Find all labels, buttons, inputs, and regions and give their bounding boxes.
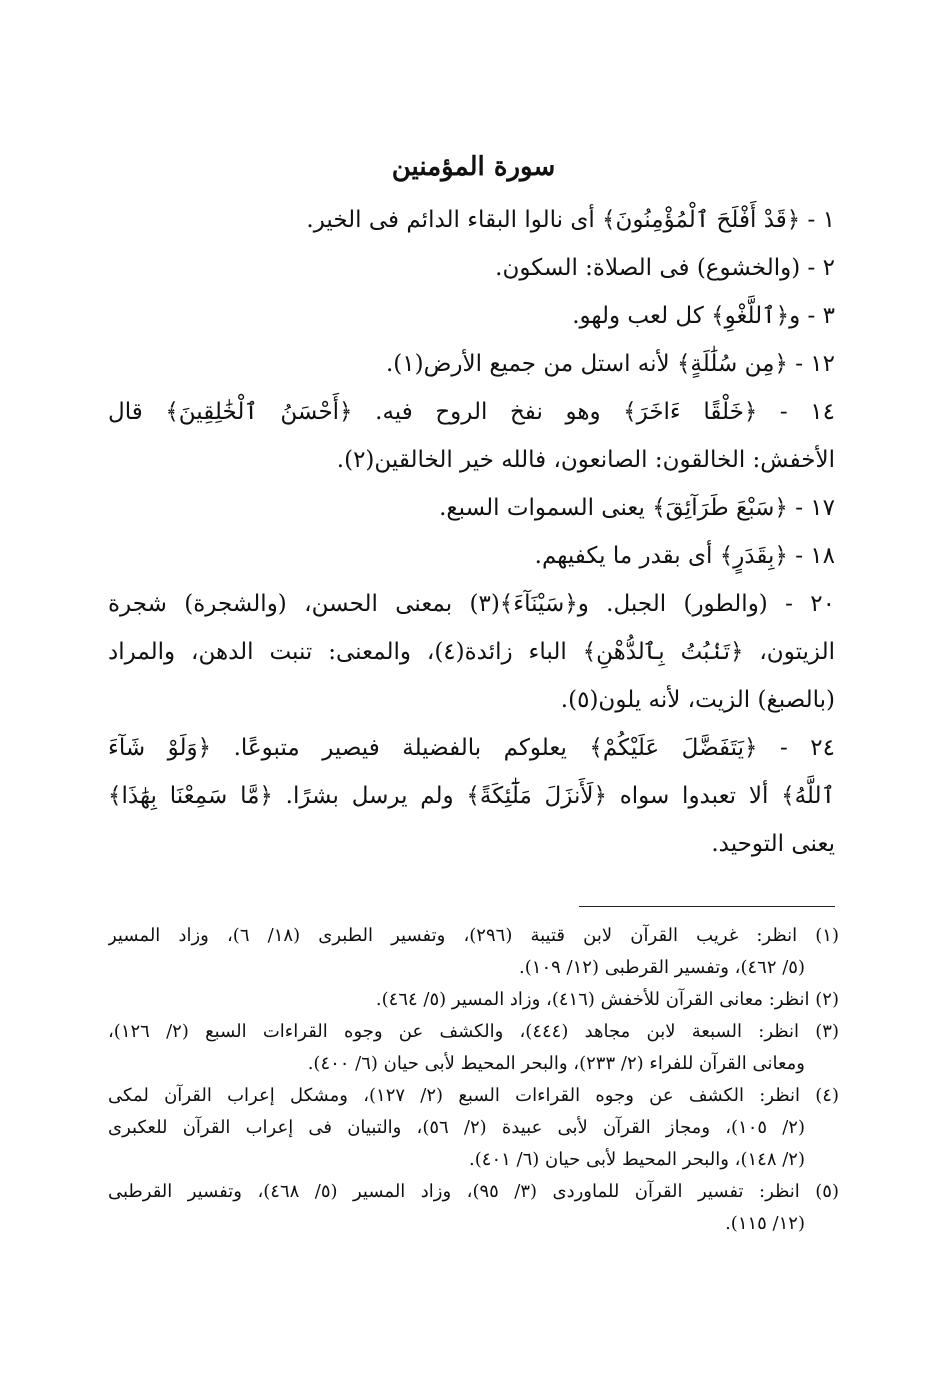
footnote-divider [579, 906, 835, 907]
commentary-body [108, 196, 835, 868]
footnote-line: ومعانى القرآن للفراء (٢/ ٢٣٣)، والبحر المحيط لأبى حيان (٦/ ٤٠٠). [307, 1053, 805, 1074]
verse-line: ١٨ - ﴿بِقَدَرٍ﴾ أى بقدر ما يكفيهم. [534, 543, 835, 569]
verse-line: ٱللَّهُ﴾ ألا تعبدوا سواه ﴿لَأَنزَلَ مَلَٰٓئِكَةً﴾ ولم يرسل بشرًا. ﴿مَّا سَمِعْنَا بِهَٰذَا﴾ [108, 783, 835, 809]
footnote-line: (١) انظر: غريب القرآن لابن قتيبة (٢٩٦)، وتفسير الطبرى (١٨/ ٦)، وزاد المسير [108, 925, 839, 946]
verse-line: الأخفش: الخالقون: الصانعون، فالله خير الخالقين(٢). [336, 447, 835, 473]
footnote-line: (٥) انظر: تفسير القرآن للماوردى (٣/ ٩٥)، وزاد المسير (٥/ ٤٦٨)، وتفسير القرطبى [108, 1181, 839, 1202]
verse-line: ١٤ - ﴿خَلْقًا ءَاخَرَ﴾ وهو نفخ الروح فيه. ﴿أَحْسَنُ ٱلْخَٰلِقِينَ﴾ قال [108, 399, 835, 425]
verse-line: ١٧ - ﴿سَبْعَ طَرَآئِقَ﴾ يعنى السموات السبع. [439, 495, 835, 521]
verse-line: ٢٤ - ﴿يَتَفَضَّلَ عَلَيْكُمْ﴾ يعلوكم بالفضيلة فيصير متبوعًا. ﴿وَلَوْ شَآءَ [108, 735, 835, 761]
footnote-line: (٣) انظر: السبعة لابن مجاهد (٤٤٤)، والكشف عن وجوه القراءات السبع (٢/ ١٢٦)، [108, 1021, 839, 1042]
footnotes [108, 920, 839, 1240]
chapter-title: سورة المؤمنين [391, 152, 556, 182]
footnote-line: (٤) انظر: الكشف عن وجوه القراءات السبع (٢/ ١٢٧)، ومشكل إعراب القرآن لمكى [108, 1085, 839, 1106]
footnote-line: (٢/ ١٠٥)، ومجاز القرآن لأبى عبيدة (٢/ ٥٦)، والتبيان فى إعراب القرآن للعكبرى [108, 1117, 805, 1138]
verse-line: الزيتون، ﴿تَنۢبُتُ بِٱلدُّهْنِ﴾ الباء زائدة(٤)، والمعنى: تنبت الدهن، والمراد [108, 639, 835, 665]
verse-line: يعنى التوحيد. [711, 831, 835, 857]
footnote-line: (٢/ ١٤٨)، والبحر المحيط لأبى حيان (٦/ ٤٠١). [469, 1149, 805, 1170]
verse-line: (بالصبغ) الزيت، لأنه يلون(٥). [560, 687, 835, 713]
verse-line: ١٢ - ﴿مِن سُلَٰلَةٍ﴾ لأنه استل من جميع الأرض(١). [385, 351, 835, 377]
footnote-line: (١٢/ ١١٥). [725, 1213, 805, 1234]
verse-line: ٢٠ - (والطور) الجبل. و﴿سَيْنَآءَ﴾(٣) بمعنى الحسن، (والشجرة) شجرة [108, 591, 835, 617]
verse-line: ٢ - (والخشوع) فى الصلاة: السكون. [495, 255, 835, 281]
verse-line: ١ - ﴿قَدْ أَفْلَحَ ٱلْمُؤْمِنُونَ﴾ أى نالوا البقاء الدائم فى الخير. [306, 207, 835, 233]
verse-line: ٣ - و﴿ٱللَّغْوِ﴾ كل لعب ولهو. [572, 303, 835, 329]
footnote-line: (٥/ ٤٦٢)، وتفسير القرطبى (١٢/ ١٠٩). [519, 957, 805, 978]
footnote-line: (٢) انظر: معانى القرآن للأخفش (٤١٦)، وزاد المسير (٥/ ٤٦٤). [375, 989, 839, 1010]
